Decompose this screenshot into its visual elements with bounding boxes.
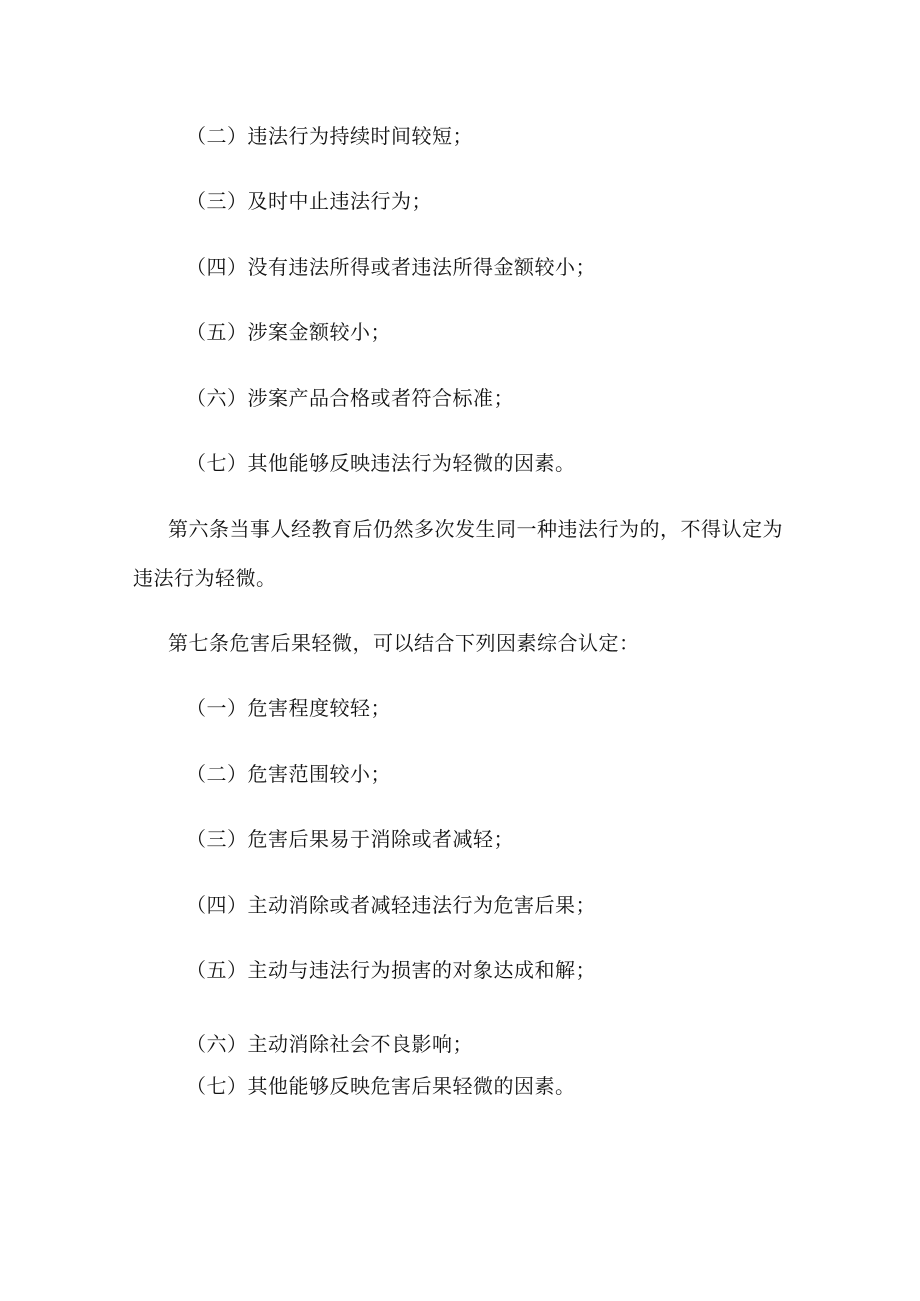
list-item: （一）危害程度较轻；: [186, 696, 391, 720]
list-item: （四）没有违法所得或者违法所得金额较小；: [186, 255, 596, 279]
article-six-text: 第六条当事人经教育后仍然多次发生同一种违法行为的，不得认定为: [168, 517, 783, 541]
list-item: （五）主动与违法行为损害的对象达成和解；: [186, 958, 596, 982]
list-item: （六）主动消除社会不良影响；: [186, 1032, 473, 1056]
list-item: （三）及时中止违法行为；: [186, 189, 432, 213]
list-item: （三）危害后果易于消除或者减轻；: [186, 827, 514, 851]
list-item: （四）主动消除或者减轻违法行为危害后果；: [186, 893, 596, 917]
article-seven-text: 第七条危害后果轻微，可以结合下列因素综合认定：: [168, 631, 640, 655]
list-item: （二）危害范围较小；: [186, 762, 391, 786]
article-six-continuation: 违法行为轻微。: [133, 566, 277, 590]
list-item: （二）违法行为持续时间较短；: [186, 124, 473, 148]
list-item: （七）其他能够反映违法行为轻微的因素。: [186, 451, 576, 475]
list-item: （五）涉案金额较小；: [186, 320, 391, 344]
list-item: （六）涉案产品合格或者符合标准；: [186, 386, 514, 410]
list-item: （七）其他能够反映危害后果轻微的因素。: [186, 1074, 576, 1098]
